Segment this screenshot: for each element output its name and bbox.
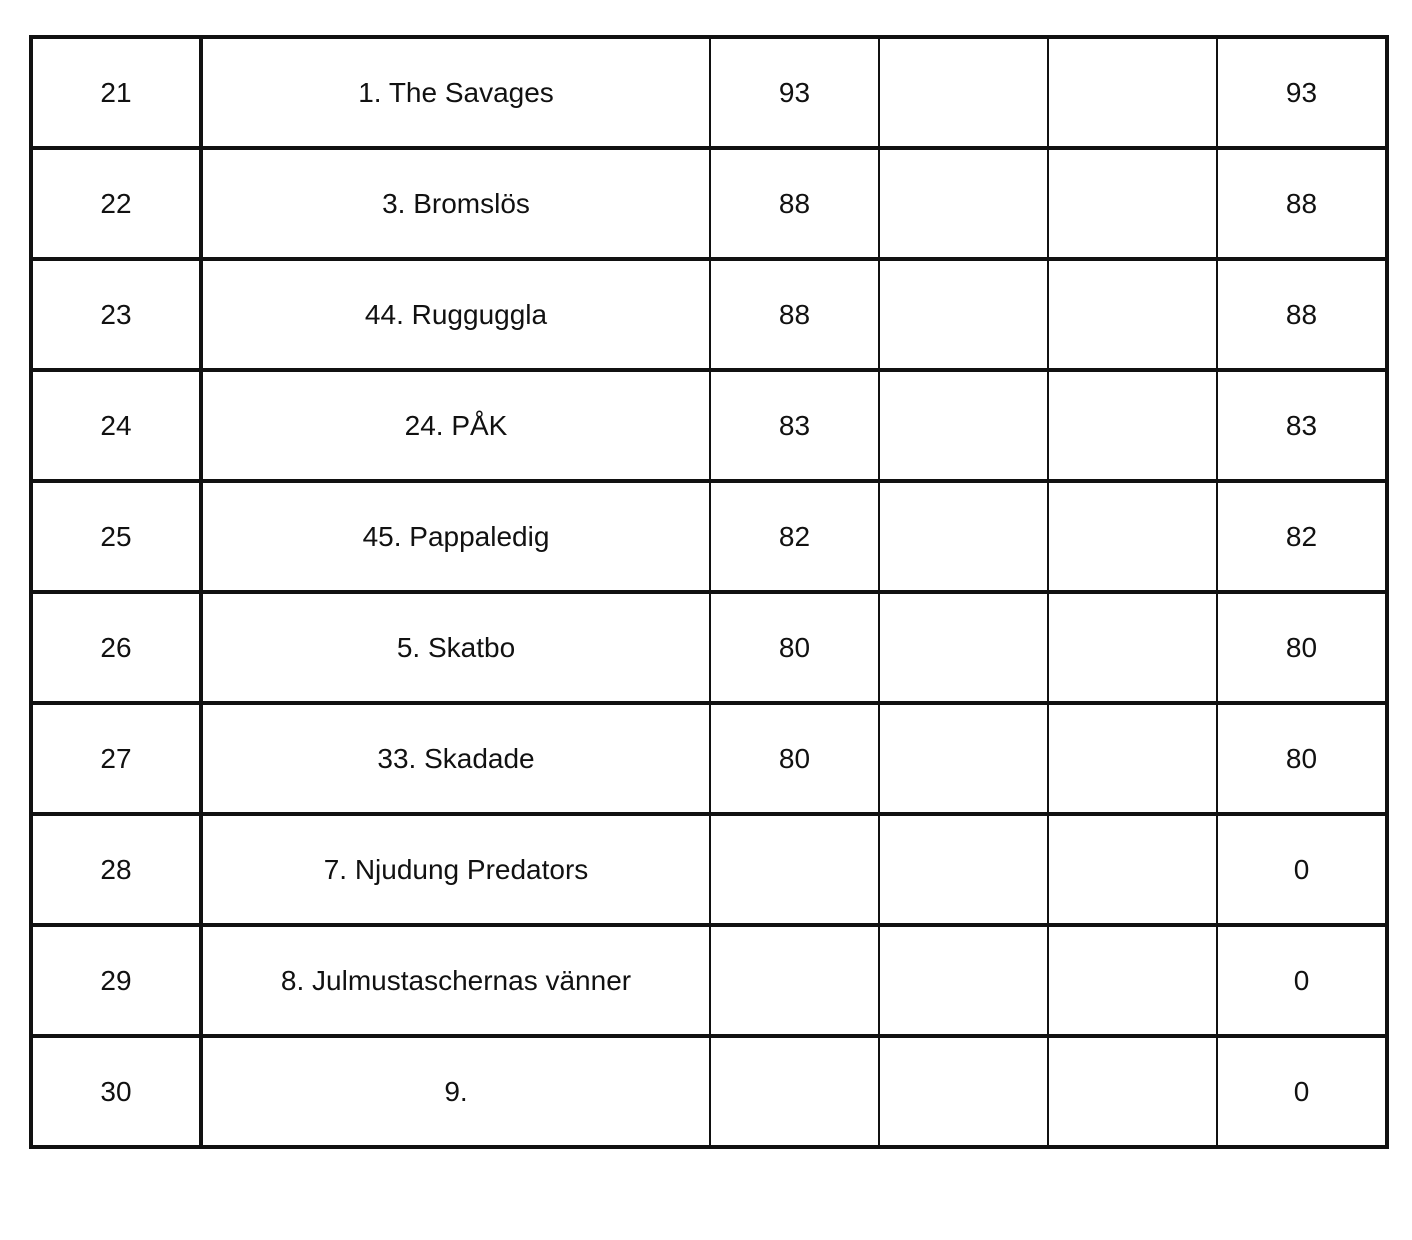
- standings-table: [29, 35, 1389, 1149]
- round-3-score-cell: [1048, 925, 1217, 1036]
- round-1-score-cell: 88: [710, 259, 879, 370]
- total-score-cell: 82: [1217, 481, 1387, 592]
- total-score-cell: 0: [1217, 1036, 1387, 1147]
- total-score-cell: 80: [1217, 592, 1387, 703]
- team-cell: 24. PÅK: [201, 370, 710, 481]
- round-2-score-cell: [879, 592, 1048, 703]
- round-3-score-cell: [1048, 481, 1217, 592]
- team-cell: 44. Rugguggla: [201, 259, 710, 370]
- round-2-score-cell: [879, 925, 1048, 1036]
- round-3-score-cell: [1048, 370, 1217, 481]
- round-1-score-cell: 88: [710, 148, 879, 259]
- team-cell: 5. Skatbo: [201, 592, 710, 703]
- total-score-cell: 0: [1217, 814, 1387, 925]
- team-cell: 33. Skadade: [201, 703, 710, 814]
- round-2-score-cell: [879, 259, 1048, 370]
- round-2-score-cell: [879, 1036, 1048, 1147]
- round-3-score-cell: [1048, 703, 1217, 814]
- total-score-cell: 93: [1217, 37, 1387, 148]
- total-score-cell: 83: [1217, 370, 1387, 481]
- round-2-score-cell: [879, 37, 1048, 148]
- table-row: [31, 925, 1387, 1036]
- round-1-score-cell: 83: [710, 370, 879, 481]
- table-row: [31, 481, 1387, 592]
- round-3-score-cell: [1048, 592, 1217, 703]
- round-1-score-cell: 80: [710, 703, 879, 814]
- rank-cell: 25: [31, 481, 201, 592]
- table-row: [31, 259, 1387, 370]
- table-row: [31, 148, 1387, 259]
- round-2-score-cell: [879, 481, 1048, 592]
- standings-table-body: [31, 37, 1387, 1147]
- round-2-score-cell: [879, 370, 1048, 481]
- table-row: [31, 37, 1387, 148]
- team-cell: 45. Pappaledig: [201, 481, 710, 592]
- rank-cell: 30: [31, 1036, 201, 1147]
- rank-cell: 27: [31, 703, 201, 814]
- table-row: [31, 370, 1387, 481]
- round-3-score-cell: [1048, 148, 1217, 259]
- round-1-score-cell: 82: [710, 481, 879, 592]
- rank-cell: 24: [31, 370, 201, 481]
- round-3-score-cell: [1048, 259, 1217, 370]
- rank-cell: 29: [31, 925, 201, 1036]
- team-cell: 1. The Savages: [201, 37, 710, 148]
- rank-cell: 28: [31, 814, 201, 925]
- total-score-cell: 88: [1217, 148, 1387, 259]
- table-row: [31, 703, 1387, 814]
- round-3-score-cell: [1048, 814, 1217, 925]
- round-1-score-cell: [710, 925, 879, 1036]
- round-2-score-cell: [879, 814, 1048, 925]
- round-3-score-cell: [1048, 37, 1217, 148]
- total-score-cell: 80: [1217, 703, 1387, 814]
- team-cell: 8. Julmustaschernas vänner: [201, 925, 710, 1036]
- rank-cell: 21: [31, 37, 201, 148]
- total-score-cell: 88: [1217, 259, 1387, 370]
- round-1-score-cell: 93: [710, 37, 879, 148]
- team-cell: 9.: [201, 1036, 710, 1147]
- table-row: [31, 814, 1387, 925]
- table-row: [31, 592, 1387, 703]
- round-2-score-cell: [879, 148, 1048, 259]
- rank-cell: 22: [31, 148, 201, 259]
- rank-cell: 23: [31, 259, 201, 370]
- team-cell: 7. Njudung Predators: [201, 814, 710, 925]
- round-1-score-cell: [710, 814, 879, 925]
- round-2-score-cell: [879, 703, 1048, 814]
- total-score-cell: 0: [1217, 925, 1387, 1036]
- table-row: [31, 1036, 1387, 1147]
- round-1-score-cell: [710, 1036, 879, 1147]
- rank-cell: 26: [31, 592, 201, 703]
- round-1-score-cell: 80: [710, 592, 879, 703]
- round-3-score-cell: [1048, 1036, 1217, 1147]
- team-cell: 3. Bromslös: [201, 148, 710, 259]
